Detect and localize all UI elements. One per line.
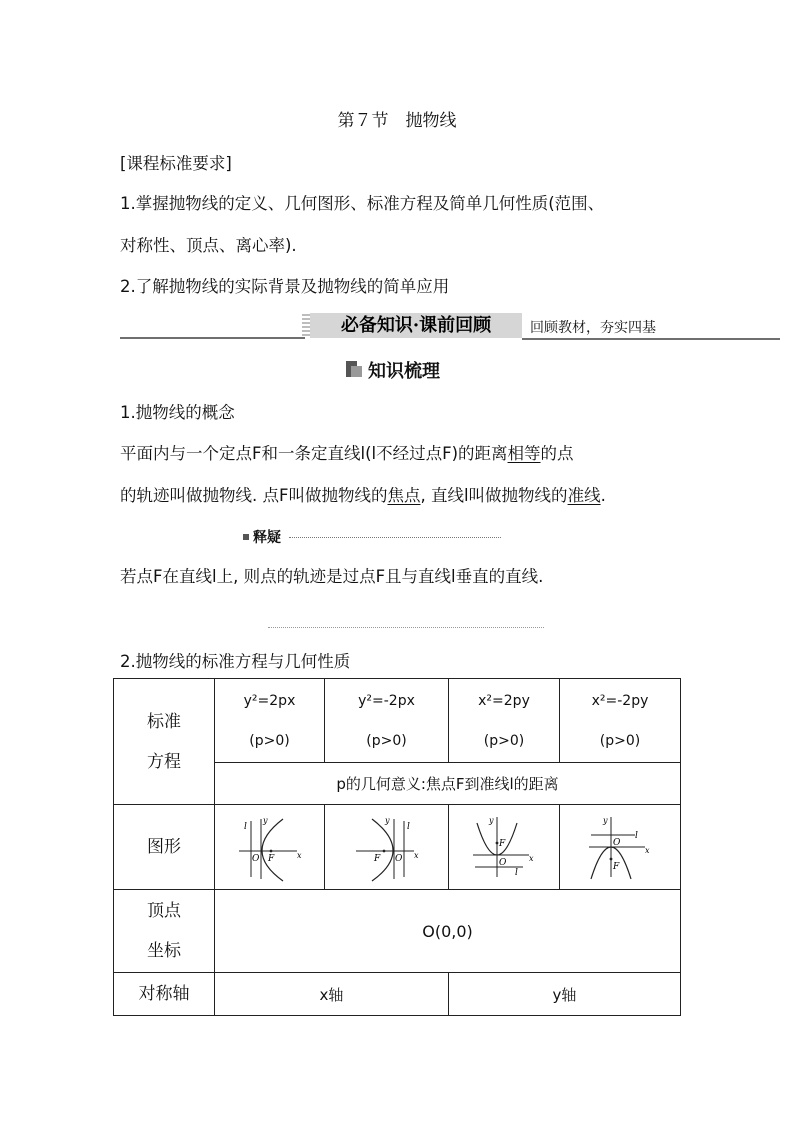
- concept-line-1: [120, 440, 574, 464]
- vertex-cell: O(0,0): [215, 890, 681, 973]
- table-row: [114, 805, 681, 890]
- banner-rule-left: [120, 337, 305, 339]
- directrix-label: l: [406, 822, 410, 832]
- equation-text: x²=2py: [478, 692, 530, 709]
- row-label-line: 标准: [147, 711, 181, 732]
- parabola-properties-table: [113, 678, 681, 1016]
- row-label-figure: 图形: [114, 805, 215, 890]
- axis-label-x: x: [529, 854, 534, 863]
- equation-condition: (p>0): [483, 732, 525, 749]
- graph-cell-up-opening: [449, 805, 560, 890]
- section-divider: [268, 627, 544, 628]
- axis-label-x: x: [645, 846, 650, 855]
- term-directrix: 准线: [567, 486, 601, 505]
- origin-label: O: [251, 854, 259, 864]
- note-label: 释疑: [253, 530, 281, 546]
- focus-label: F: [499, 839, 506, 849]
- note-dotted-rule: [289, 537, 501, 538]
- p-meaning-cell: p的几何意义:焦点F到准线l的距离: [215, 763, 681, 805]
- requirement-2: 2.了解抛物线的实际背景及抛物线的简单应用: [120, 277, 450, 296]
- banner-grip-decoration: [302, 314, 310, 336]
- focus-label: F: [373, 854, 380, 864]
- section-title: 知识梳理: [368, 361, 440, 382]
- origin-label: O: [613, 838, 621, 848]
- parabola-right-opening-graph: [235, 811, 305, 883]
- axis-label-x: x: [296, 851, 302, 860]
- table-row: [114, 679, 681, 763]
- parabola-left-opening-graph: [352, 811, 422, 883]
- axis-x-cell: x轴: [215, 973, 449, 1016]
- focus-label: F: [267, 854, 274, 864]
- requirement-1-line-2: 对称性、顶点、离心率).: [120, 236, 297, 255]
- concept-line-2: [120, 482, 606, 506]
- equation-condition: (p>0): [599, 732, 641, 749]
- note-bullet-icon: [243, 534, 249, 540]
- section-marker-icon: [346, 361, 362, 377]
- equation-text: y²=2px: [243, 692, 296, 709]
- concept-line-2-text-a: 的轨迹叫做抛物线. 点F叫做抛物线的: [120, 486, 388, 505]
- origin-label: O: [499, 858, 507, 868]
- concept-line-2-text-c: .: [600, 486, 606, 505]
- row-label-line: 顶点: [147, 901, 181, 921]
- note-text: 若点F在直线l上, 则点的轨迹是过点F且与直线l垂直的直线.: [120, 567, 544, 586]
- origin-label: O: [394, 854, 402, 864]
- equation-condition: (p>0): [249, 732, 290, 749]
- directrix-label: l: [515, 868, 518, 878]
- equation-cell: [325, 679, 449, 763]
- concept-line-2-text-b: , 直线l叫做抛物线的: [420, 486, 568, 505]
- parabola-down-opening-graph: [585, 811, 655, 883]
- banner-rule-right: [522, 338, 780, 340]
- equation-text: x²=-2py: [591, 692, 649, 709]
- row-label-line: 坐标: [147, 941, 181, 961]
- row-label-vertex: [114, 890, 215, 973]
- graph-cell-down-opening: [560, 805, 681, 890]
- equation-cell: [449, 679, 560, 763]
- equation-cell: [560, 679, 681, 763]
- focus-label: F: [613, 862, 620, 872]
- graph-cell-left-opening: [325, 805, 449, 890]
- concept-line-1-text-b: 的点: [540, 444, 574, 463]
- axis-label-y: y: [262, 816, 268, 825]
- equation-cell: [215, 679, 325, 763]
- axis-label-x: x: [413, 851, 419, 860]
- directrix-label: l: [635, 831, 638, 841]
- equation-text: y²=-2px: [358, 692, 415, 709]
- directrix-label: l: [243, 822, 247, 832]
- term-equal: 相等: [507, 444, 541, 463]
- row-label-axis: 对称轴: [114, 973, 215, 1016]
- table-heading: 2.抛物线的标准方程与几何性质: [120, 652, 351, 671]
- requirement-1-line-1: 1.掌握抛物线的定义、几何图形、标准方程及简单几何性质(范围、: [120, 194, 605, 213]
- term-focus: 焦点: [387, 486, 421, 505]
- curriculum-standard-header: [课程标准要求]: [120, 154, 232, 173]
- axis-y-cell: y轴: [449, 973, 681, 1016]
- banner-title: 必备知识·课前回顾: [310, 313, 522, 338]
- axis-label-y: y: [384, 816, 390, 825]
- equation-condition: (p>0): [366, 732, 407, 749]
- table-row: [114, 973, 681, 1016]
- page-title: 第７节 抛物线: [337, 111, 457, 131]
- table-row: [114, 890, 681, 973]
- row-label-standard-equation: [114, 679, 215, 805]
- note-label-row: [243, 527, 501, 545]
- concept-line-1-text-a: 平面内与一个定点F和一条定直线l(l不经过点F)的距离: [120, 444, 508, 463]
- banner-subtitle: 回顾教材，夯实四基: [530, 320, 656, 336]
- graph-cell-right-opening: [215, 805, 325, 890]
- row-label-line: 方程: [147, 751, 181, 772]
- parabola-up-opening-graph: [469, 811, 539, 883]
- axis-label-y: y: [489, 816, 494, 825]
- axis-label-y: y: [603, 816, 608, 825]
- concept-heading: 1.抛物线的概念: [120, 403, 235, 422]
